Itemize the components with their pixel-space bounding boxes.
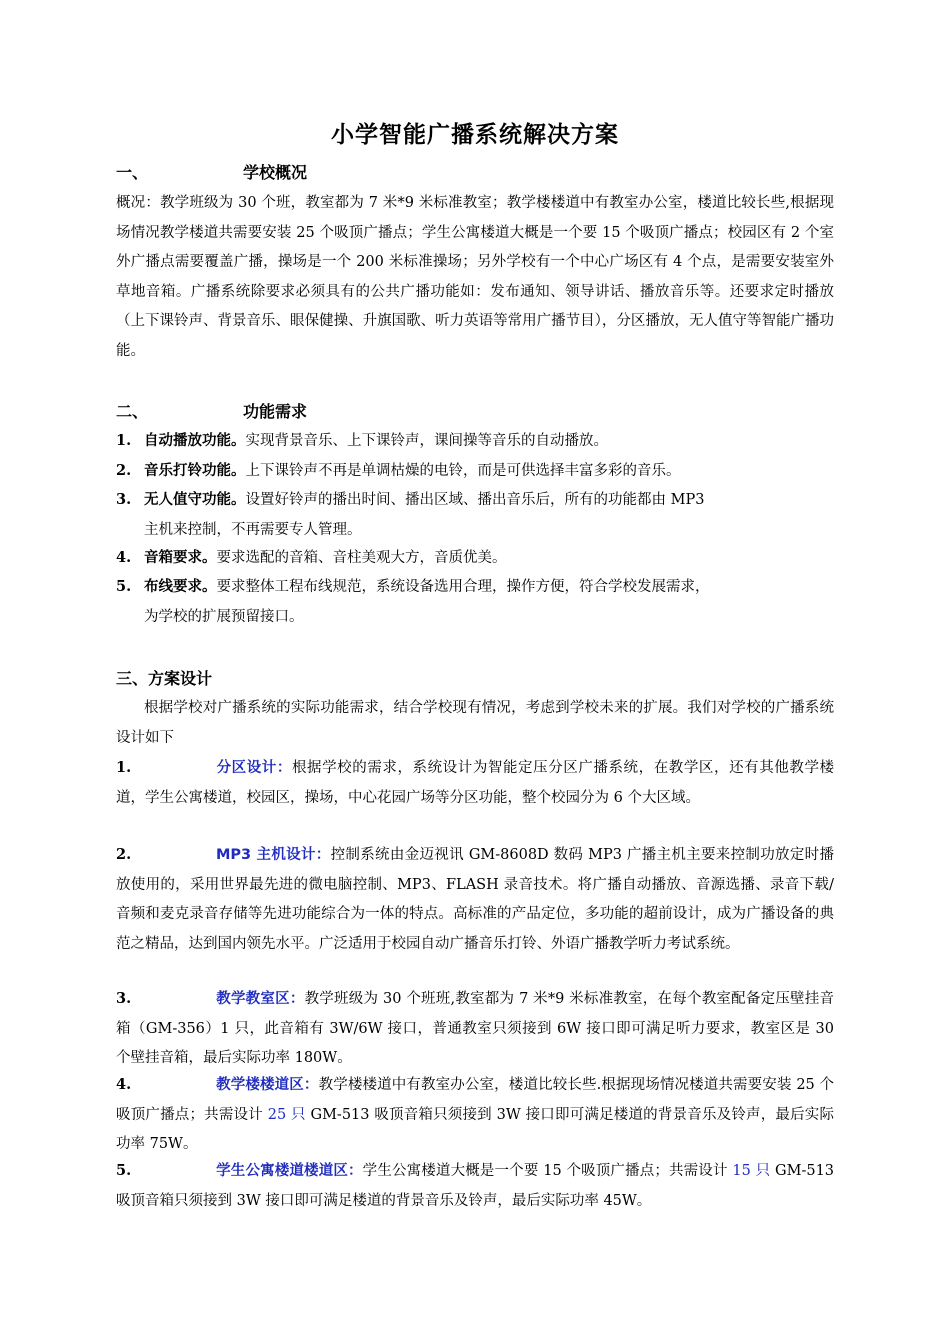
design-item: 3. 教学教室区：教学班级为 30 个班班,教室都为 7 米*9 米标准教室，在每个教室配备定压壁挂音箱（GM-356）1 只，此音箱有 3W/6W 接口，普通教室只须接到 6W 接口即可满足听力要求，教室区是 30 个壁挂音箱，最后实际功率 180W。 [116, 990, 834, 1066]
section-3-intro: 根据学校对广播系统的实际功能需求，结合学校现有情况，考虑到学校未来的扩展。我们对学校的广播系统设计如下 [116, 700, 834, 746]
requirement-key: 自动播放功能。 [144, 433, 246, 449]
section-2-heading [116, 399, 307, 422]
design-key: 教学教室区： [216, 991, 305, 1007]
design-key: 教学楼楼道区： [216, 1077, 319, 1093]
requirement-item: 1. 自动播放功能。实现背景音乐、上下课铃声，课间操等音乐的自动播放。 [116, 432, 608, 449]
highlight-count: 25 只 [267, 1106, 306, 1123]
section-3-heading: 三、方案设计 [116, 669, 213, 688]
section-1-title: 学校概况 [243, 163, 308, 182]
design-key: MP3 主机设计： [216, 847, 331, 863]
design-item: 4. 教学楼楼道区：教学楼楼道中有教室办公室，楼道比较长些.根据现场情况楼道共需要安装 25 个吸顶广播点；共需设计 25 只 GM-513 吸顶音箱只须接到 3W 接口即可满足楼道的背景音乐及铃声，最后实际功率 75W。 [116, 1076, 835, 1152]
section-2-number: 二、 [116, 402, 149, 421]
requirement-key: 无人值守功能。 [144, 492, 246, 508]
requirement-key: 音箱要求。 [144, 550, 217, 566]
highlight-count: 15 只 [732, 1163, 771, 1179]
section-1-number: 一、 [116, 163, 149, 182]
design-item: 1. 分区设计：根据学校的需求，系统设计为智能定压分区广播系统，在教学区，还有其他教学楼道，学生公寓楼道，校园区，操场，中心花园广场等分区功能，整个校园分为 6 个大区域。 [116, 759, 835, 806]
section-2-title: 功能需求 [243, 402, 308, 421]
design-item: 5. 学生公寓楼道楼道区：学生公寓楼道大概是一个要 15 个吸顶广播点；共需设计 15 只 GM-513 吸顶音箱只须接到 3W 接口即可满足楼道的背景音乐及铃声，最后实际功率 45W。 [116, 1162, 835, 1209]
requirement-item: 5. 布线要求。要求整体工程布线规范，系统设备选用合理，操作方便，符合学校发展需求， 为学校的扩展预留接口。 [116, 578, 710, 625]
requirement-item: 2. 音乐打铃功能。上下课铃声不再是单调枯燥的电铃，而是可供选择丰富多彩的音乐。 [116, 462, 681, 479]
requirement-key: 音乐打铃功能。 [144, 463, 246, 479]
requirement-item: 3. 无人值守功能。设置好铃声的播出时间、播出区域、播出音乐后，所有的功能都由 MP3 主机来控制，不再需要专人管理。 [116, 491, 705, 538]
requirement-item: 4. 音箱要求。要求选配的音箱、音柱美观大方，音质优美。 [116, 549, 507, 566]
design-item: 2. MP3 主机设计：控制系统由金迈视讯 GM-8608D 数码 MP3 广播主机主要来控制功放定时播放使用的，采用世界最先进的微电脑控制、MP3、FLASH 录音技术。将广播自动播放、音源选播、录音下载/音频和麦克录音存储等先进功能综合为一体的特点。高标准的产品定位，多功能的超前设计，成为广播设备的典范之精品，达到国内领先水平。广泛适用于校园自动广播音乐打铃、外语广播教学听力考试系统。 [116, 846, 834, 952]
requirement-key: 布线要求。 [144, 579, 217, 595]
section-1-body: 概况：教学班级为 30 个班，教室都为 7 米*9 米标准教室；教学楼楼道中有教室办公室，楼道比较长些,根据现场情况教学楼道共需要安装 25 个吸顶广播点；学生公寓楼道大概是一个要 15 个吸顶广播点；校园区有 2 个室外广播点需要覆盖广播，操场是一个 200 米标准操场；另外学校有一个中心广场区有 4 个点，是需要安装室外草地音箱。广播系统除要求必须具有的公共广播功能如：发布通知、领导讲话、播放音乐等。还要求定时播放（上下课铃声、背景音乐、眼保健操、升旗国歌、听力英语等常用广播节目），分区播放，无人值守等智能广播功能。 [116, 195, 834, 359]
design-key: 学生公寓楼道楼道区： [216, 1163, 363, 1179]
section-1-heading [116, 160, 307, 183]
design-key: 分区设计： [216, 760, 292, 776]
document-title: 小学智能广播系统解决方案 [331, 121, 619, 148]
